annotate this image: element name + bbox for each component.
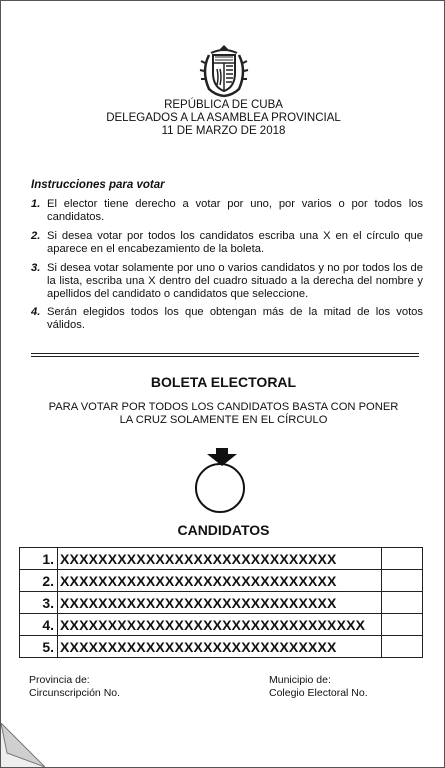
- candidate-checkbox[interactable]: [382, 636, 423, 658]
- candidate-name: XXXXXXXXXXXXXXXXXXXXXXXXXXXXX: [58, 570, 382, 592]
- instructions-title: Instrucciones para votar: [31, 179, 165, 191]
- footer-left: [29, 674, 120, 700]
- instruction-text: Serán elegidos todos los que obtengan más de la mitad de los votos válidos.: [47, 306, 423, 331]
- instruction-item: [31, 198, 423, 224]
- municipio-label: Municipio de:: [269, 674, 331, 686]
- ballot-title: BOLETA ELECTORAL: [150, 374, 297, 390]
- candidates-table: [19, 547, 423, 658]
- header-country: REPÚBLICA DE CUBA: [164, 99, 283, 111]
- candidate-name: XXXXXXXXXXXXXXXXXXXXXXXXXXXXX: [58, 592, 382, 614]
- ballot-instruction-line1: PARA VOTAR POR TODOS LOS CANDIDATOS BASTA CON PONER: [48, 401, 399, 413]
- candidate-checkbox[interactable]: [382, 548, 423, 570]
- header-date: 11 DE MARZO DE 2018: [161, 125, 286, 137]
- instruction-number: 3.: [31, 262, 41, 274]
- instruction-text: El elector tiene derecho a votar por uno, por varios o por todos los candidatos.: [47, 198, 423, 223]
- candidate-number: 4.: [20, 614, 58, 636]
- candidate-checkbox[interactable]: [382, 614, 423, 636]
- candidate-number: 2.: [20, 570, 58, 592]
- candidate-checkbox[interactable]: [382, 592, 423, 614]
- ballot-instruction-line2: LA CRUZ SOLAMENTE EN EL CÍRCULO: [119, 414, 328, 426]
- vote-all-circle[interactable]: [195, 463, 245, 513]
- circunscripcion-label: Circunscripción No.: [29, 687, 121, 699]
- instruction-text: Si desea votar por todos los candidatos escriba una X en el círculo que aparece en el encabezamiento de la boleta.: [47, 230, 423, 255]
- coat-of-arms-icon: [191, 41, 257, 99]
- table-row: [20, 614, 423, 636]
- candidate-number: 1.: [20, 548, 58, 570]
- footer-right: [269, 674, 368, 700]
- candidate-number: 3.: [20, 592, 58, 614]
- provincia-label: Provincia de:: [29, 674, 90, 686]
- candidate-name: XXXXXXXXXXXXXXXXXXXXXXXXXXXXX: [58, 636, 382, 658]
- page-curl-corner: [1, 723, 45, 767]
- candidates-title: CANDIDATOS: [177, 522, 270, 538]
- instruction-item: [31, 262, 423, 301]
- table-row: [20, 592, 423, 614]
- candidate-number: 5.: [20, 636, 58, 658]
- divider-top: [31, 353, 419, 354]
- table-row: [20, 636, 423, 658]
- instruction-number: 4.: [31, 306, 41, 318]
- candidate-name: XXXXXXXXXXXXXXXXXXXXXXXXXXXXX: [58, 548, 382, 570]
- header-election: DELEGADOS A LA ASAMBLEA PROVINCIAL: [106, 112, 341, 124]
- instruction-text: Si desea votar solamente por uno o varios candidatos y no por todos los de la lista, escriba una X dentro del cuadro situado a la derecha del nombre y apellidos del candidato o candidatos que seleccione.: [47, 262, 423, 300]
- instruction-item: [31, 230, 423, 256]
- instruction-number: 2.: [31, 230, 41, 242]
- candidate-checkbox[interactable]: [382, 570, 423, 592]
- table-row: [20, 570, 423, 592]
- instruction-number: 1.: [31, 198, 41, 210]
- divider-bottom: [31, 356, 419, 357]
- table-row: [20, 548, 423, 570]
- colegio-label: Colegio Electoral No.: [269, 687, 368, 699]
- ballot-instruction: [1, 401, 445, 427]
- instruction-item: [31, 306, 423, 332]
- candidate-name: XXXXXXXXXXXXXXXXXXXXXXXXXXXXXXXX: [58, 614, 382, 636]
